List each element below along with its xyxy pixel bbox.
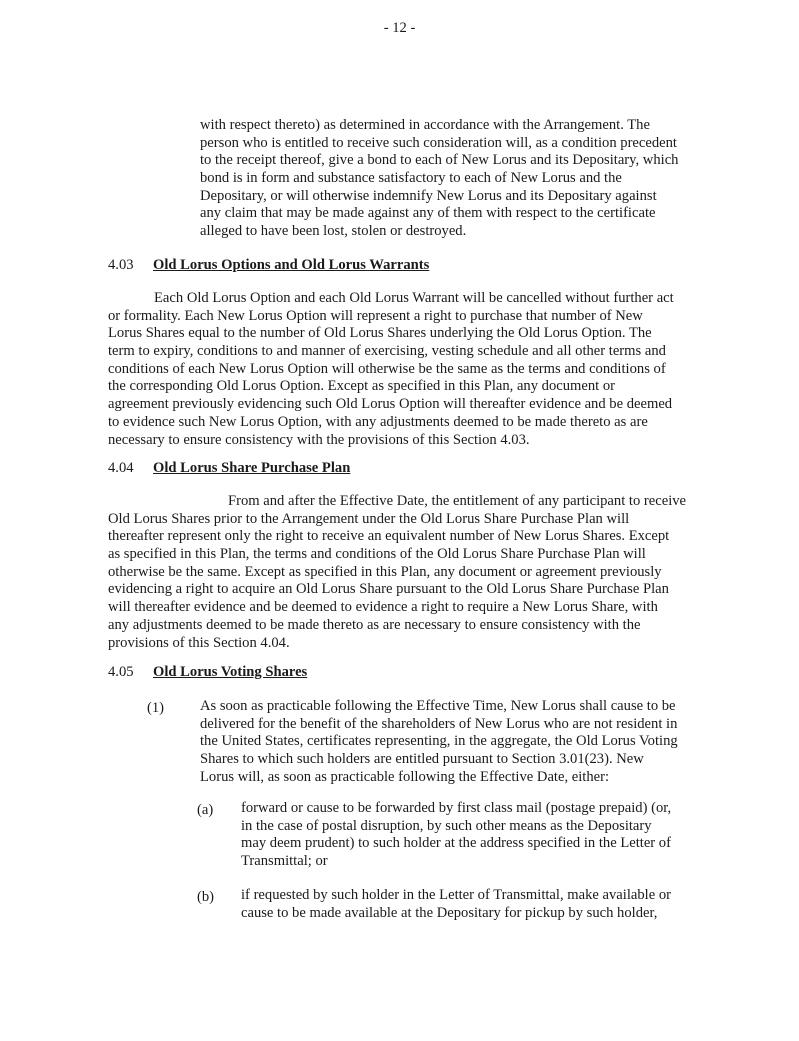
subsection-label: (1) <box>147 700 165 716</box>
section-4-03-body <box>108 290 674 449</box>
text-line: bond is in form and substance satisfactory to each of New Lorus and the <box>200 170 622 187</box>
section-title: Old Lorus Share Purchase Plan <box>153 460 351 476</box>
section-4-04-body <box>108 493 686 652</box>
item-a-body <box>241 800 671 871</box>
text-line: may deem prudent) to such holder at the address specified in the Letter of <box>241 835 671 852</box>
text-line: As soon as practicable following the Effective Time, New Lorus shall cause to be <box>200 698 676 714</box>
text-line: alleged to have been lost, stolen or destroyed. <box>200 223 467 240</box>
section-heading-4-04 <box>108 460 350 477</box>
section-number: 4.03 <box>108 257 134 273</box>
text-line: in the case of postal disruption, by such other means as the Depositary <box>241 817 652 834</box>
text-line: Transmittal; or <box>241 853 328 870</box>
text-line: person who is entitled to receive such consideration will, as a condition precedent <box>200 134 677 151</box>
text-line: the United States, certificates representing, in the aggregate, the Old Lorus Voting <box>200 733 678 750</box>
text-line: From and after the Effective Date, the entitlement of any participant to receive <box>228 493 687 509</box>
text-line: to the receipt thereof, give a bond to each of New Lorus and its Depositary, which <box>200 152 679 169</box>
item-label: (a) <box>197 802 214 818</box>
text-line: Each Old Lorus Option and each Old Lorus Warrant will be cancelled without further act <box>154 290 674 306</box>
intro-paragraph <box>200 117 678 241</box>
section-title: Old Lorus Options and Old Lorus Warrants <box>153 257 430 273</box>
text-line: as specified in this Plan, the terms and conditions of the Old Lorus Share Purchase Plan will <box>108 546 646 563</box>
item-b-body <box>241 887 671 922</box>
text-line: if requested by such holder in the Letter of Transmittal, make available or <box>241 887 671 903</box>
text-line: evidencing a right to acquire an Old Lorus Share pursuant to the Old Lorus Share Purchase Plan <box>108 581 669 598</box>
text-line: or formality. Each New Lorus Option will represent a right to purchase that number of New <box>108 307 643 324</box>
text-line: Depositary, or will otherwise indemnify New Lorus and its Depositary against <box>200 187 657 204</box>
section-heading-4-05 <box>108 664 307 681</box>
text-line: will thereafter evidence and be deemed to evidence a right to require a New Lorus Share, with <box>108 599 658 616</box>
section-number: 4.05 <box>108 664 134 680</box>
page-number: - 12 - <box>383 20 416 36</box>
section-number: 4.04 <box>108 460 134 476</box>
subsection-1-body <box>200 698 678 786</box>
text-line: provisions of this Section 4.04. <box>108 634 290 651</box>
text-line: cause to be made available at the Depositary for pickup by such holder, <box>241 904 658 921</box>
text-line: agreement previously evidencing such Old Lorus Option will thereafter evidence and be deemed <box>108 396 673 413</box>
text-line: delivered for the benefit of the shareholders of New Lorus who are not resident in <box>200 715 678 732</box>
text-line: the corresponding Old Lorus Option. Except as specified in this Plan, any document or <box>108 378 616 395</box>
text-line: any adjustments deemed to be made thereto as are necessary to ensure consistency with the <box>108 616 641 633</box>
text-line: any claim that may be made against any of them with respect to the certificate <box>200 205 656 222</box>
text-line: conditions of each New Lorus Option will otherwise be the same as the terms and conditions of <box>108 360 666 377</box>
item-label: (b) <box>197 889 215 905</box>
text-line: term to expiry, conditions to and manner of exercising, vesting schedule and all other terms and <box>108 343 666 360</box>
text-line: to evidence such New Lorus Option, with any adjustments deemed to be made thereto as are <box>108 413 648 430</box>
section-heading-4-03 <box>108 257 429 274</box>
text-line: Old Lorus Shares prior to the Arrangement under the Old Lorus Share Purchase Plan will <box>108 510 630 527</box>
text-line: necessary to ensure consistency with the provisions of this Section 4.03. <box>108 431 530 448</box>
text-line: otherwise be the same. Except as specified in this Plan, any document or agreement previously <box>108 563 662 580</box>
text-line: with respect thereto) as determined in accordance with the Arrangement. The <box>200 117 650 133</box>
text-line: Lorus will, as soon as practicable following the Effective Date, either: <box>200 768 610 785</box>
text-line: Lorus Shares equal to the number of Old Lorus Shares underlying the Old Lorus Option. The <box>108 325 652 342</box>
text-line: Shares to which such holders are entitled pursuant to Section 3.01(23). New <box>200 751 644 768</box>
text-line: thereafter represent only the right to receive an equivalent number of New Lorus Shares. Except <box>108 528 670 545</box>
section-title: Old Lorus Voting Shares <box>153 664 308 680</box>
text-line: forward or cause to be forwarded by first class mail (postage prepaid) (or, <box>241 800 672 816</box>
